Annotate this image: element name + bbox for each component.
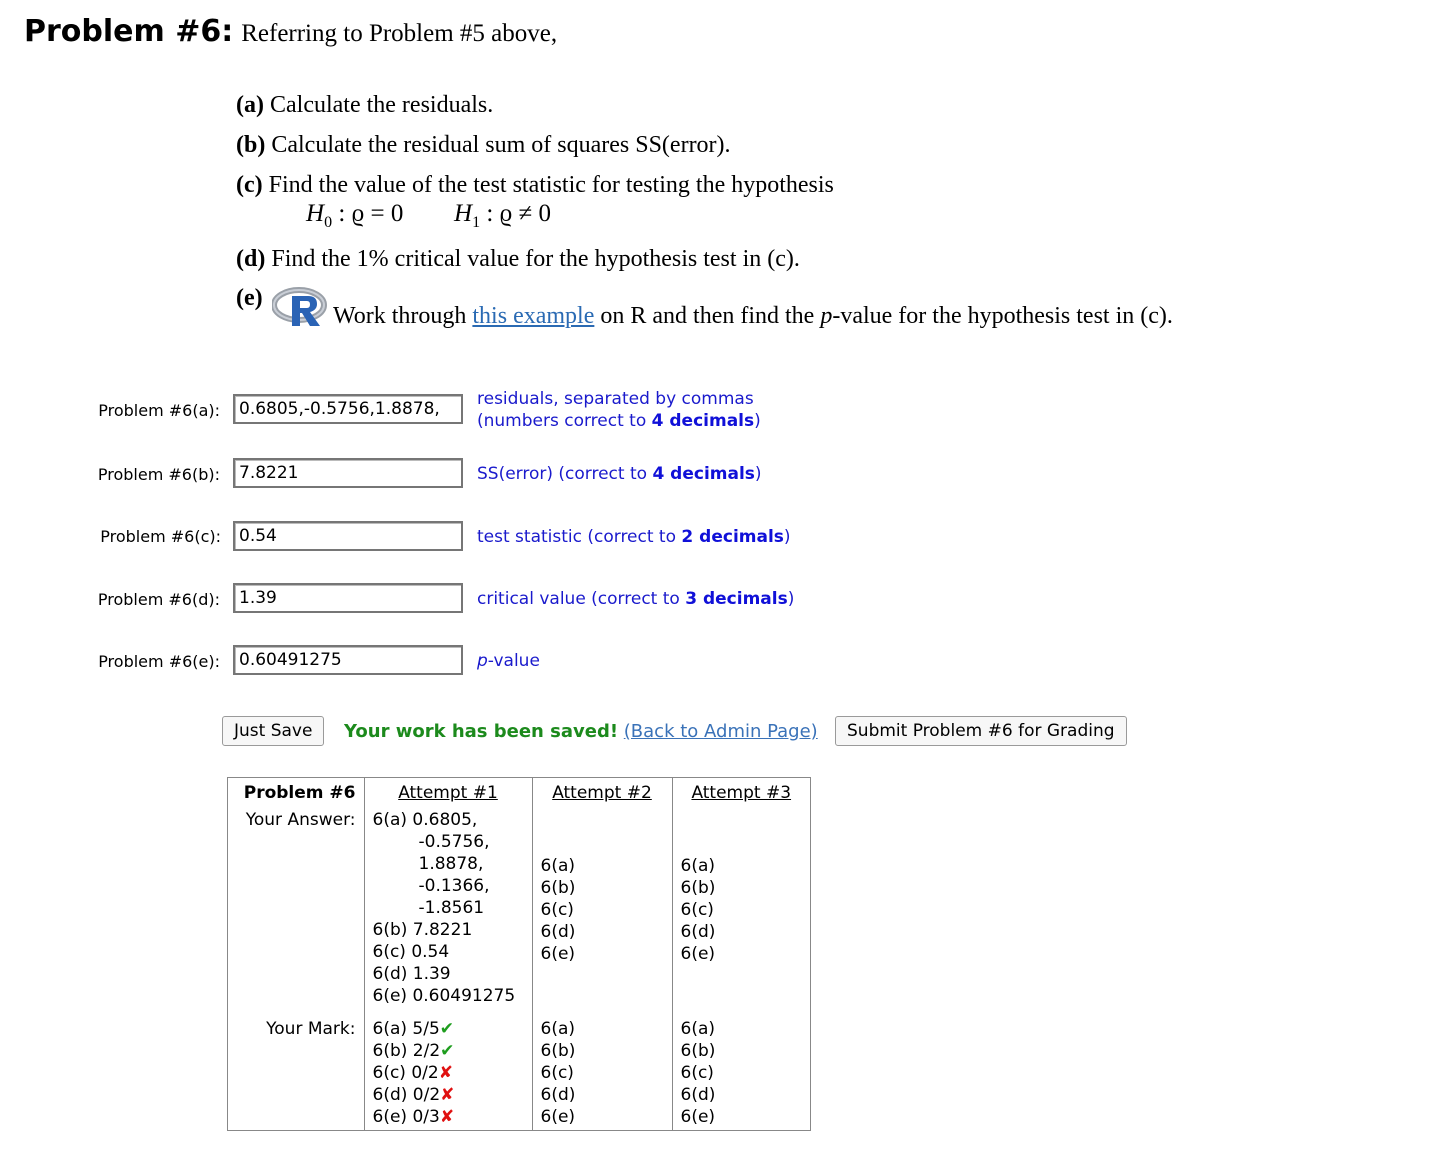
mark-text: 6(e) 0/3 — [372, 1107, 440, 1128]
submit-grading-button[interactable]: Submit Problem #6 for Grading — [835, 716, 1127, 746]
mark-row-a — [373, 1018, 524, 1040]
a2-mark-line: 6(d) — [540, 1085, 576, 1106]
part-a-text: Calculate the residuals. — [269, 92, 494, 118]
answer-d-hint-pre: critical value (correct to — [477, 589, 686, 609]
answer-e-hint-italic: p — [477, 651, 488, 671]
a1-ans-line: 6(e) 0.60491275 — [372, 986, 516, 1006]
a2-mark-line: 6(c) — [540, 1063, 574, 1084]
attempt-2-link[interactable]: Attempt #2 — [552, 783, 652, 803]
save-status — [344, 721, 818, 742]
r-logo-icon — [272, 286, 328, 328]
part-e-p-italic: p — [820, 303, 833, 329]
back-to-admin-link[interactable]: (Back to Admin Page) — [623, 721, 818, 742]
attempts-table — [227, 777, 811, 1131]
this-example-link[interactable]: this example — [472, 303, 595, 329]
h1-rest: : ϱ ≠ 0 — [486, 200, 551, 227]
mark-text: 6(b) 2/2 — [372, 1041, 441, 1062]
part-a-key: (a) — [236, 92, 264, 118]
a2-ans-line: 6(d) — [540, 921, 576, 942]
a3-ans-line: 6(e) — [680, 943, 716, 964]
cross-icon: ✘ — [438, 1063, 453, 1084]
answer-a-hint-line1: residuals, separated by commas — [477, 389, 754, 409]
part-b — [236, 132, 731, 159]
h1-sub: 1 — [472, 214, 481, 231]
answer-c-hint-pre: test statistic (correct to — [477, 527, 682, 547]
check-icon: ✔ — [440, 1041, 455, 1062]
answer-e-input[interactable] — [233, 645, 463, 675]
answer-e-hint-text: -value — [487, 651, 540, 671]
just-save-button[interactable]: Just Save — [222, 716, 324, 746]
answer-a-label: Problem #6(a): — [98, 401, 220, 420]
a1-ans-line: 6(a) 0.6805, — [372, 810, 478, 830]
a2-ans-line: 6(e) — [540, 943, 576, 964]
check-icon: ✔ — [439, 1019, 455, 1040]
part-b-text: Calculate the residual sum of squares SS(error). — [271, 132, 731, 158]
a3-mark-line: 6(a) — [680, 1019, 715, 1040]
a2-mark-line: 6(a) — [540, 1019, 575, 1040]
cross-icon: ✘ — [440, 1085, 455, 1106]
part-b-key: (b) — [236, 132, 266, 158]
answer-e-label: Problem #6(e): — [98, 652, 220, 671]
answer-d-label: Problem #6(d): — [97, 590, 220, 609]
answer-c-input[interactable] — [233, 521, 463, 551]
attempt-3-marks — [672, 1010, 810, 1130]
attempts-header: Problem #6 — [243, 783, 356, 803]
part-d-key: (d) — [236, 246, 266, 272]
your-answer-label: Your Answer: — [245, 810, 356, 830]
hypothesis-h0 — [306, 200, 403, 232]
problem-title — [24, 14, 557, 49]
part-e-text-after: on R and then find the — [600, 303, 815, 329]
part-d — [236, 246, 800, 273]
hypothesis-h1 — [454, 200, 551, 232]
answer-a-input[interactable] — [233, 394, 463, 424]
h0-sub: 0 — [324, 214, 333, 231]
a2-ans-line: 6(b) — [540, 877, 576, 898]
attempt-3-answer — [672, 809, 810, 1010]
mark-text: 6(a) 5/5 — [372, 1019, 440, 1040]
answer-b-hint-bold: 4 decimals — [652, 464, 755, 484]
part-d-text: Find the 1% critical value for the hypothesis test in (c). — [271, 246, 800, 272]
a2-ans-line: 6(c) — [540, 899, 574, 920]
answer-b-input[interactable] — [233, 458, 463, 488]
answer-d-hint-post: ) — [787, 589, 795, 609]
answer-c-hint-post: ) — [783, 527, 791, 547]
mark-row-c — [373, 1062, 524, 1084]
mark-row-e — [373, 1106, 524, 1128]
a3-ans-line: 6(c) — [680, 899, 714, 920]
mark-row-d — [373, 1084, 524, 1106]
a3-mark-line: 6(d) — [680, 1085, 716, 1106]
attempt-1-answer — [364, 809, 532, 1010]
problem-intro: Referring to Problem #5 above, — [241, 20, 558, 47]
a3-mark-line: 6(e) — [680, 1107, 716, 1128]
a1-ans-line: 6(b) 7.8221 — [372, 920, 473, 940]
part-a — [236, 92, 493, 119]
h1-symbol: H — [454, 200, 473, 227]
answer-a-hint — [477, 388, 761, 432]
h0-rest: : ϱ = 0 — [338, 200, 404, 227]
attempt-2-answer — [532, 809, 672, 1010]
part-e — [333, 303, 1173, 330]
a3-ans-line: 6(b) — [680, 877, 716, 898]
answer-b-hint-pre: SS(error) (correct to — [477, 464, 653, 484]
part-e-text-end: -value for the hypothesis test in (c). — [832, 303, 1173, 329]
answer-d-hint — [477, 588, 794, 610]
mark-text: 6(c) 0/2 — [372, 1063, 439, 1084]
mark-text: 6(d) 0/2 — [372, 1085, 441, 1106]
answer-a-hint-line2 — [477, 410, 761, 432]
a3-mark-line: 6(b) — [680, 1041, 716, 1062]
part-c-key: (c) — [236, 172, 263, 198]
problem-title-label: Problem #6: — [24, 14, 234, 49]
mark-row-b — [373, 1040, 524, 1062]
attempt-1-link[interactable]: Attempt #1 — [398, 783, 498, 803]
answer-b-label: Problem #6(b): — [97, 465, 220, 484]
a3-ans-line: 6(d) — [680, 921, 716, 942]
answer-d-input[interactable] — [233, 583, 463, 613]
attempt-2-marks — [532, 1010, 672, 1130]
a1-ans-line: -0.5756, — [418, 832, 490, 852]
answer-c-hint-bold: 2 decimals — [681, 527, 784, 547]
answer-e-hint — [477, 650, 540, 672]
part-e-key-wrap — [236, 285, 269, 312]
part-e-text-before: Work through — [333, 303, 467, 329]
answer-d-hint-bold: 3 decimals — [685, 589, 788, 609]
h0-symbol: H — [306, 200, 325, 227]
answer-a-hint-line2-pre: (numbers correct to — [477, 411, 652, 431]
attempt-3-link[interactable]: Attempt #3 — [691, 783, 792, 803]
a1-ans-line: 1.8878, — [418, 854, 484, 874]
saved-message: Your work has been saved! — [344, 721, 619, 742]
part-c — [236, 172, 834, 199]
answer-b-hint — [477, 463, 762, 485]
cross-icon: ✘ — [439, 1107, 455, 1128]
answer-b-hint-post: ) — [754, 464, 762, 484]
a1-ans-line: -0.1366, — [418, 876, 490, 896]
a3-mark-line: 6(c) — [680, 1063, 714, 1084]
part-c-text: Find the value of the test statistic for testing the hypothesis — [268, 172, 834, 198]
a1-ans-line: -1.8561 — [418, 898, 485, 918]
a1-ans-line: 6(c) 0.54 — [372, 942, 450, 962]
your-mark-label: Your Mark: — [266, 1019, 356, 1040]
a1-ans-line: 6(d) 1.39 — [372, 964, 451, 984]
attempt-1-marks — [364, 1010, 532, 1130]
a3-ans-line: 6(a) — [680, 855, 715, 876]
a2-mark-line: 6(b) — [540, 1041, 576, 1062]
answer-a-hint-bold: 4 decimals — [651, 411, 755, 431]
answer-c-hint — [477, 526, 791, 548]
part-e-key: (e) — [236, 285, 263, 311]
answer-c-label: Problem #6(c): — [100, 527, 221, 546]
a2-ans-line: 6(a) — [540, 855, 575, 876]
a2-mark-line: 6(e) — [540, 1107, 576, 1128]
answer-a-hint-post: ) — [754, 411, 761, 431]
